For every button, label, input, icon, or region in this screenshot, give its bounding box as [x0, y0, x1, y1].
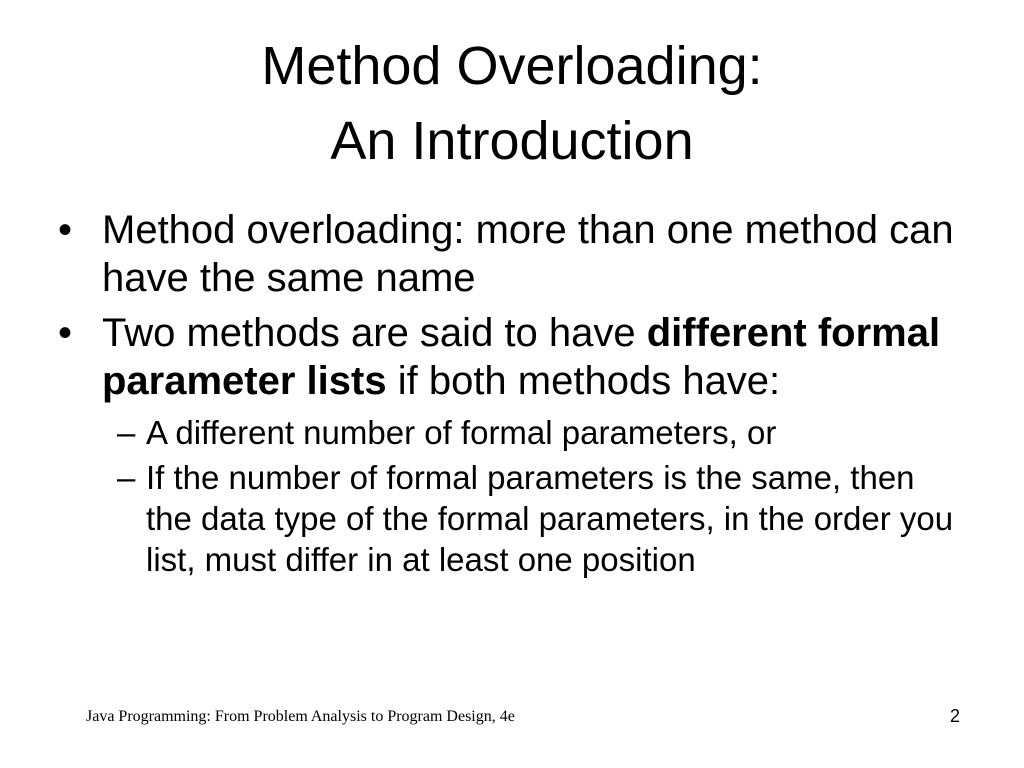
sub-bullet-item-1 [117, 412, 968, 453]
bullet-item-2-text-prefix: Two methods are said to have [102, 311, 647, 355]
bullet-icon: • [58, 208, 73, 252]
sub-bullet-item-2-text: If the number of formal parameters is the same, then the data type of the formal parameters, in the order you list, must differ in at least one position [146, 459, 954, 578]
bullet-item-2-bold-term: different formal parameter lists [102, 311, 941, 403]
sub-bullet-item-2 [117, 457, 968, 580]
bullet-item-1 [58, 206, 968, 302]
bullet-item-2 [58, 309, 968, 405]
slide-title-line-2: An Introduction [330, 111, 694, 171]
dash-icon: – [117, 459, 136, 496]
sub-bullet-item-1-text: A different number of formal parameters, or [146, 414, 777, 451]
bullet-item-2-text-suffix: if both methods have: [386, 359, 781, 403]
dash-icon: – [117, 414, 136, 451]
bullet-list [58, 206, 968, 580]
slide-footer: Java Programming: From Problem Analysis to Program Design, 4e [86, 708, 515, 725]
page-number: 2 [950, 706, 961, 726]
bullet-item-1-text: Method overloading: more than one method can have the same name [102, 208, 954, 300]
bullet-icon: • [58, 311, 73, 355]
slide-title-line-1: Method Overloading: [261, 36, 763, 96]
